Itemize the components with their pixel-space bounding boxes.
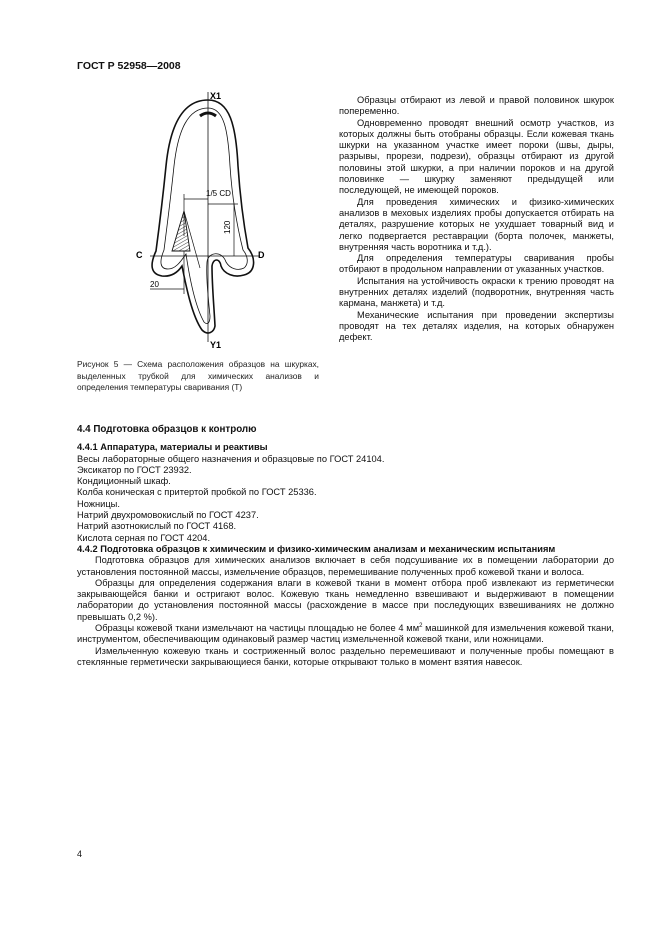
paragraph: Для проведения химических и физико-химических анализов в меховых изделиях пробы допускается отбирать на деталях, разрушение которых не ухудшает товарный вид и легко подвергается реставрации (борта полочек, манжеты, внутренняя часть воротника и т.д.). — [339, 196, 614, 252]
paragraph: Испытания на устойчивость окраски к трению проводят на внутренних деталях изделий (подворотник, внутренняя часть кармана, манжета) и т.д. — [339, 275, 614, 309]
document-header: ГОСТ Р 52958—2008 — [77, 60, 181, 72]
text-span: машинкой для измельчения кожевой ткани, инструментом, обеспечивающим одинаковый размер частиц измельченной кожевой ткани, или ножницами. — [77, 623, 614, 645]
right-column-text — [339, 95, 614, 344]
label-y1: Y1 — [210, 340, 222, 350]
list-item: Ножницы. — [77, 498, 120, 509]
paragraph: Образцы для определения содержания влаги в кожевой ткани в момент отбора проб извлекают из герметически закрывающейся банки и остригают волос. Кожевую ткань немедленно взвешивают и выдерживают в помещении лаборатории до установления постоянной массы (расхождение в массе при последующих взвешиваниях не должно превышать 0,2 %). — [77, 577, 614, 622]
list-item: Натрий двухромовокислый по ГОСТ 4237. — [77, 510, 259, 521]
paragraph: Одновременно проводят внешний осмотр участков, из которых должны быть отобраны образцы. Если кожевая ткань шкурки на указанном участке имеет пороки (швы, дыры, разрывы, прорези, подрези), образцы отбирают из другой половины этой шкурки, а при наличии пороков и на другой половинке — шкурку заменяют предыдущей или последующей, не имеющей пороков. — [339, 117, 614, 196]
figure-5-diagram — [110, 86, 315, 351]
paragraph: Измельченную кожевую ткань и состриженный волос раздельно перемешивают и полученные пробы помещают в стеклянные герметически закрывающиеся банки, которые открывают только в момент взятия навесок. — [77, 645, 614, 667]
paragraph: Подготовка образцов для химических анализов включает в себя подсушивание их в помещении лаборатории до установления постоянной массы, измельчение образцов, перемешивание полученных проб кожевой ткани и волоса. — [77, 555, 614, 577]
list-item: Эксикатор по ГОСТ 23932. — [77, 464, 192, 475]
pelt-scheme-svg — [110, 86, 315, 351]
label-x1: X1 — [210, 91, 222, 101]
list-item: Кислота серная по ГОСТ 4204. — [77, 532, 211, 543]
superscript: 2 — [419, 622, 423, 629]
list-item: Весы лабораторные общего назначения и образцовые по ГОСТ 24104. — [77, 453, 385, 464]
paragraph: Образцы отбирают из левой и правой половинок шкурок попеременно. — [339, 95, 614, 117]
label-d: D — [258, 250, 265, 260]
label-1-5-cd: 1/5 CD — [206, 189, 231, 198]
pelt-outline — [152, 100, 254, 333]
paragraph — [77, 623, 614, 646]
text-span: Образцы кожевой ткани измельчают на частицы площадью не более 4 мм — [95, 623, 420, 634]
label-120: 120 — [223, 220, 232, 234]
paragraph: Для определения температуры сваривания пробы отбирают в продольном направлении от указанных участков. — [339, 253, 614, 275]
section-4-4-title: 4.4 Подготовка образцов к контролю — [77, 424, 257, 435]
main-text — [77, 424, 614, 668]
label-c: C — [136, 250, 143, 260]
figure-caption: Рисунок 5 — Схема расположения образцов на шкурках, выделенных трубкой для химических анализов и определения температуры сваривания (T) — [77, 359, 319, 392]
list-item: Колба коническая с притертой пробкой по ГОСТ 25336. — [77, 487, 317, 498]
page-number: 4 — [77, 849, 83, 859]
paragraph: Механические испытания при проведении экспертизы проводят на тех деталях изделия, на которых обнаружен дефект. — [339, 309, 614, 343]
section-4-4-2-title: 4.4.2 Подготовка образцов к химическим и физико-химическим анализам и механическим испытаниям — [77, 543, 556, 554]
list-item: Кондиционный шкаф. — [77, 476, 171, 487]
label-20: 20 — [150, 280, 159, 289]
list-item: Натрий азотнокислый по ГОСТ 4168. — [77, 521, 237, 532]
section-4-4-1-title: 4.4.1 Аппаратура, материалы и реактивы — [77, 442, 268, 453]
sample-zone — [172, 211, 190, 251]
